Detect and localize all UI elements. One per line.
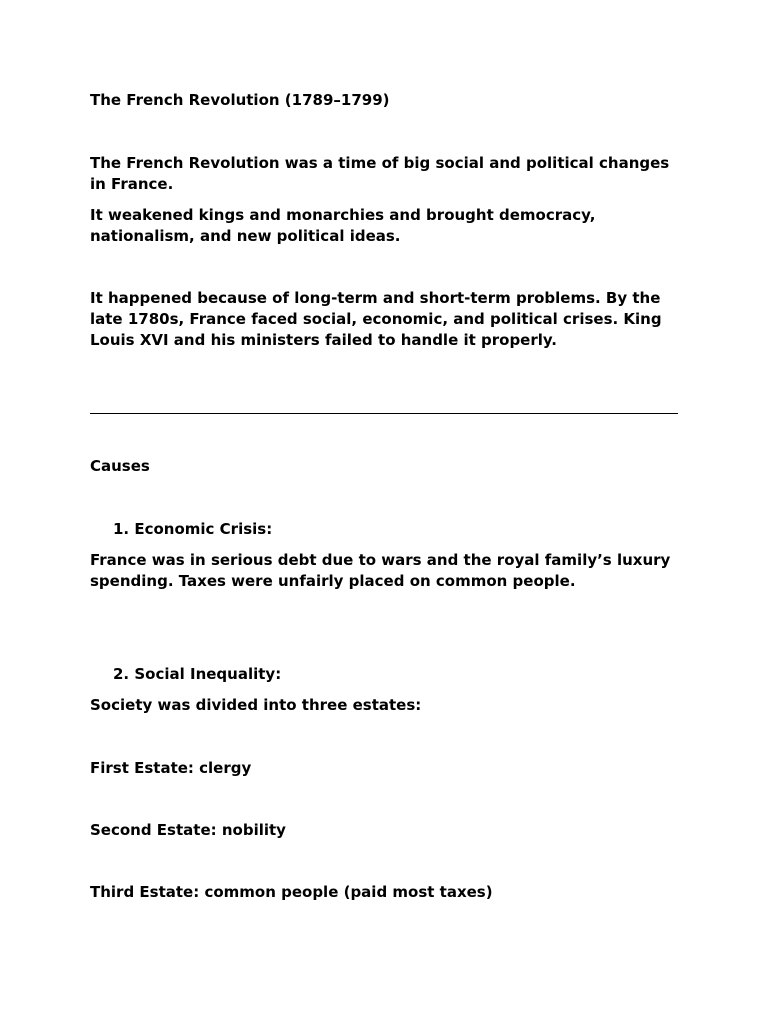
cause-text-economic-crisis: France was in serious debt due to wars and the royal family’s luxury spending. Taxes were unfairly placed on common people. (90, 551, 671, 590)
document-title: The French Revolution (1789–1799) (90, 91, 390, 109)
intro-paragraph: It weakened kings and monarchies and brought democracy, nationalism, and new political ideas. (90, 206, 596, 245)
intro-paragraph: It happened because of long-term and short-term problems. By the late 1780s, France faced social, economic, and political crises. King Louis XVI and his ministers failed to handle it properly. (90, 289, 662, 349)
horizontal-divider (90, 413, 678, 414)
cause-text-social-inequality: Society was divided into three estates: (90, 696, 422, 714)
estate-item-second: Second Estate: nobility (90, 821, 286, 839)
cause-label-economic-crisis: 1. Economic Crisis: (113, 520, 273, 538)
intro-paragraph: The French Revolution was a time of big social and political changes in France. (90, 154, 670, 193)
estate-item-third: Third Estate: common people (paid most taxes) (90, 883, 493, 901)
document-page (90, 0, 680, 1024)
causes-heading: Causes (90, 457, 150, 475)
estate-item-first: First Estate: clergy (90, 759, 252, 777)
cause-label-social-inequality: 2. Social Inequality: (113, 665, 282, 683)
